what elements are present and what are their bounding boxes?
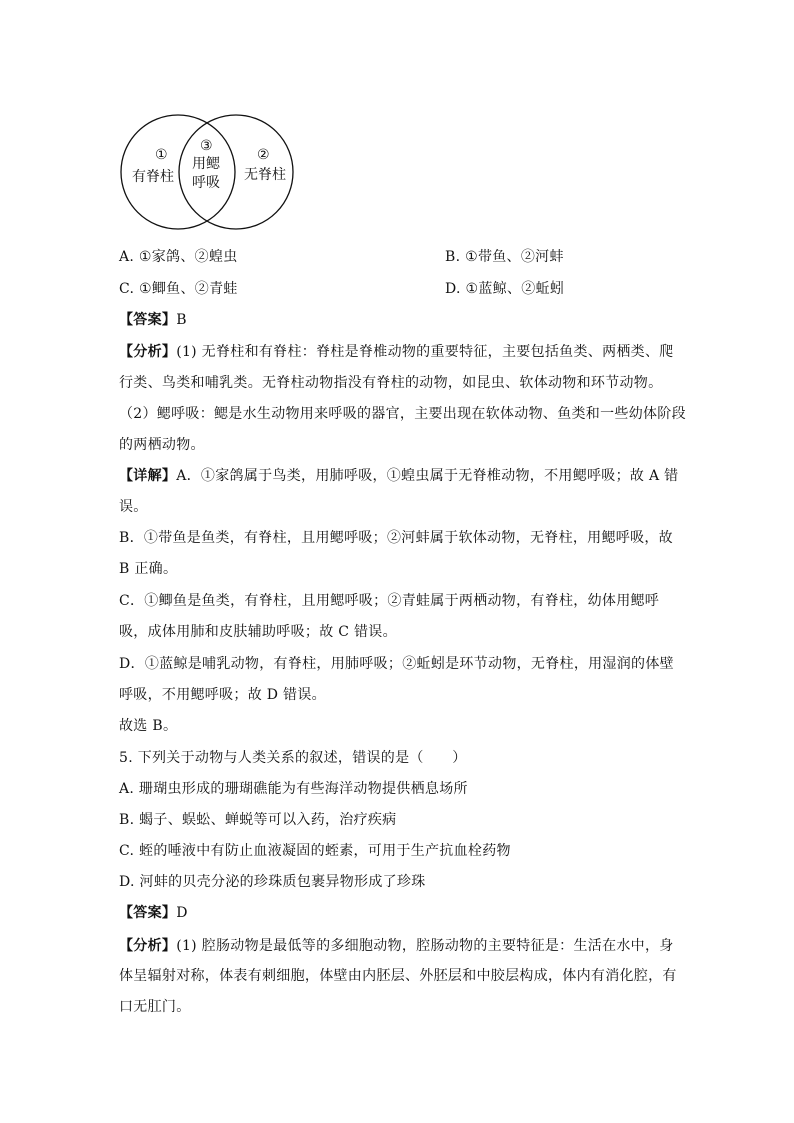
middle-region-label-1: 用鳃 [192,156,220,172]
q4-analysis-line: 行类、鸟类和哺乳类。无脊柱动物指没有脊柱的动物，如昆虫、软体动物和环节动物。 [119,375,663,391]
q4-analysis-line: （2）鳃呼吸：鳃是水生动物用来呼吸的器官，主要出现在软体动物、鱼类和一些幼体阶段 [119,406,686,422]
answer-tag: 【答案】 [119,312,177,328]
q5-stem: 5. 下列关于动物与人类关系的叙述，错误的是（ ） [119,750,467,766]
q4-conclusion: 故选 B。 [119,718,178,734]
middle-region-label-2: 呼吸 [192,175,220,191]
q5-analysis-line: 口无肛门。 [119,999,191,1015]
detail-tag: 【详解】 [119,468,177,484]
q4-option-b: B. ①带鱼、②河蚌 [445,249,564,265]
q4-option-c: C. ①鲫鱼、②青蛙 [119,281,238,297]
q4-detail-line: 呼吸，不用鳃呼吸；故 D 错误。 [119,687,326,703]
q5-analysis-line [119,936,674,956]
q4-analysis-line [119,342,674,362]
left-region-number: ① [155,147,168,163]
right-region-number: ② [257,147,270,163]
middle-region-number: ③ [200,138,213,154]
q4-detail-line: B．①带鱼是鱼类，有脊柱，且用鳃呼吸；②河蚌属于软体动物，无脊柱，用鳃呼吸，故 [119,530,673,546]
q4-answer [119,310,187,330]
answer-tag: 【答案】 [119,905,177,921]
q4-option-a: A. ①家鸽、②蝗虫 [119,249,238,265]
analysis-tag: 【分析】 [119,344,177,360]
q4-detail-line: 误。 [119,499,148,515]
q4-detail-line: C．①鲫鱼是鱼类，有脊柱，且用鳃呼吸；②青蛙属于两栖动物，有脊柱，幼体用鳃呼 [119,593,660,609]
right-region-label: 无脊柱 [244,167,286,183]
venn-svg [118,110,298,234]
q5-option-d: D. 河蚌的贝壳分泌的珍珠质包裹异物形成了珍珠 [119,874,426,890]
q5-option-b: B. 蝎子、蜈蚣、蝉蜕等可以入药，治疗疾病 [119,812,397,828]
q5-answer [119,903,188,923]
q4-option-d: D. ①蓝鲸、②蚯蚓 [445,281,565,297]
answer-value: D [176,905,188,921]
left-region-label: 有脊柱 [132,169,174,185]
q5-analysis-line: 体呈辐射对称，体表有刺细胞，体壁由内胚层、外胚层和中胶层构成，体内有消化腔，有 [119,968,677,984]
q5-option-a: A. 珊瑚虫形成的珊瑚礁能为有些海洋动物提供栖息场所 [119,781,468,797]
q4-detail-line: D．①蓝鲸是哺乳动物，有脊柱，用肺呼吸；②蚯蚓是环节动物，无脊柱，用湿润的体壁 [119,656,674,672]
answer-value: B [176,312,187,328]
q5-option-c: C. 蛭的唾液中有防止血液凝固的蛭素，可用于生产抗血栓药物 [119,843,511,859]
q4-detail-line: B 正确。 [119,561,178,577]
venn-diagram [118,110,298,234]
analysis-text: (1) 无脊柱和有脊柱：脊柱是脊椎动物的重要特征，主要包括鱼类、两栖类、爬 [176,344,674,360]
analysis-tag: 【分析】 [119,938,177,954]
detail-text: A．①家鸽属于鸟类，用肺呼吸，①蝗虫属于无脊椎动物，不用鳃呼吸；故 A 错 [176,468,679,484]
q4-detail-line: 吸，成体用肺和皮肤辅助呼吸；故 C 错误。 [119,624,397,640]
analysis-text: (1) 腔肠动物是最低等的多细胞动物，腔肠动物的主要特征是：生活在水中，身 [176,938,674,954]
q4-analysis-line: 的两栖动物。 [119,437,205,453]
q4-detail-line [119,466,678,486]
